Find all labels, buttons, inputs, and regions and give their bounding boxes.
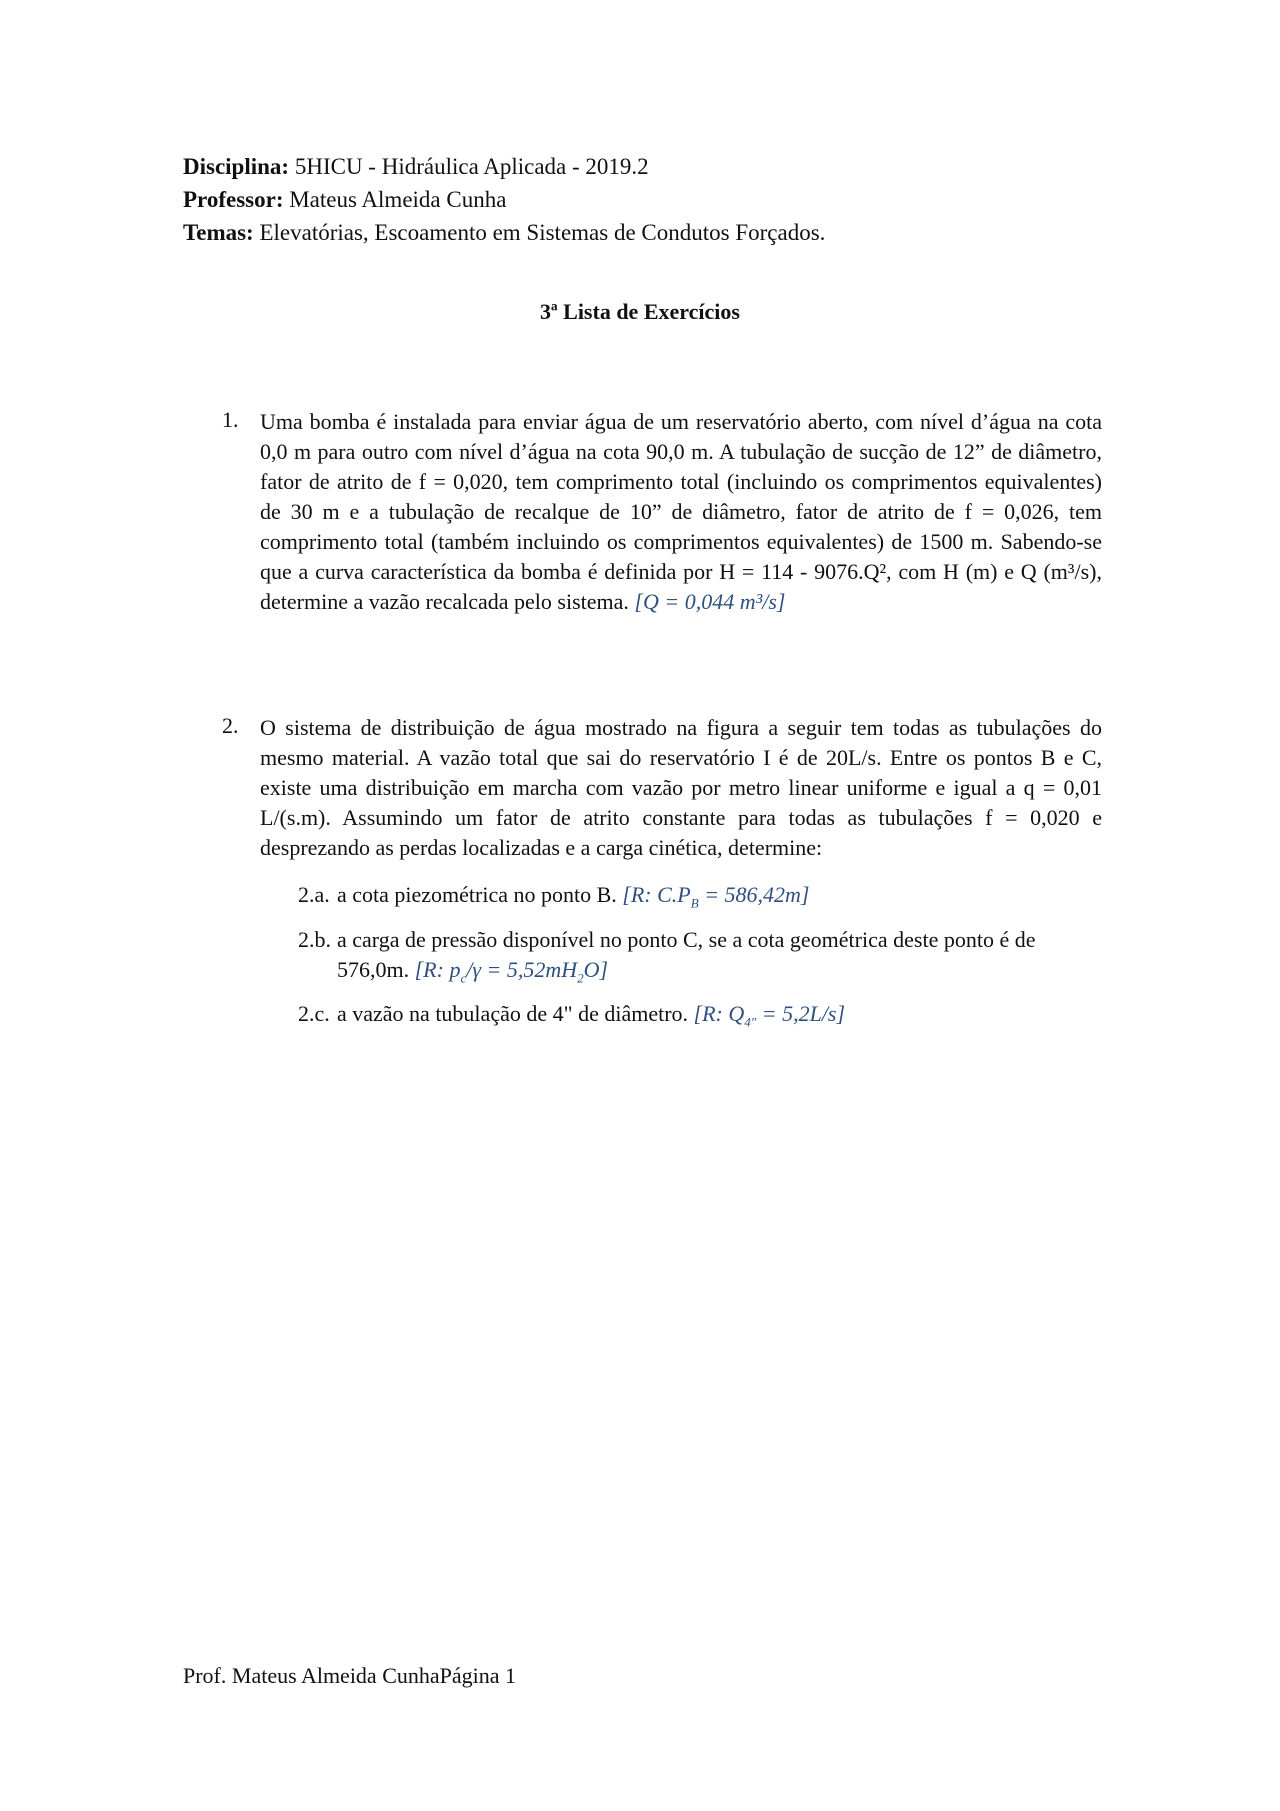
question-1-text	[260, 407, 1102, 617]
professor-row	[183, 183, 1103, 216]
document-header	[183, 150, 1103, 249]
sub-question-2c	[298, 999, 1102, 1037]
sub-question-2b-label: 2.b.	[298, 927, 331, 952]
temas-label: Temas:	[183, 220, 254, 245]
page-footer: Prof. Mateus Almeida CunhaPágina 1	[183, 1663, 517, 1688]
sub-question-2c-text: a vazão na tubulação de 4" de diâmetro.	[337, 1001, 689, 1026]
sub-question-2a-text: a cota piezométrica no ponto B.	[337, 882, 617, 907]
sub-question-2b	[298, 925, 1102, 993]
question-2-text: O sistema de distribuição de água mostrado na figura a seguir tem todas as tubulações do mesmo material. A vazão total que sai do reservatório I é de 20L/s. Entre os pontos B e C, existe uma distribuição em marcha com vazão por metro linear uniforme e igual a q = 0,01 L/(s.m). Assumindo um fator de atrito constante para todas as tubulações f = 0,020 e desprezando as perdas localizadas e a carga cinética, determine:	[260, 715, 1102, 860]
disciplina-value: 5HICU - Hidráulica Aplicada - 2019.2	[289, 154, 649, 179]
sub-question-2a-label: 2.a.	[298, 882, 330, 907]
disciplina-label: Disciplina:	[183, 154, 290, 179]
sub-question-2b-text-line1: a carga de pressão disponível no ponto C, se a cota geométrica deste ponto é de	[337, 927, 1036, 952]
sub-question-2b-text-line2: 576,0m.	[337, 957, 410, 982]
sub-question-2b-continuation	[298, 955, 1102, 993]
sub-question-2a	[298, 880, 1102, 918]
sub-question-2a-answer: [R: $C.P_B = 586,42m$]	[622, 882, 810, 911]
question-1-body: Uma bomba é instalada para enviar água de um reservatório aberto, com nível d’água na cota 0,0 m para outro com nível d’água na cota 90,0 m. A tubulação de sucção de 12” de diâmetro, fator de atrito de f = 0,020, tem comprimento total (incluindo os comprimentos equivalentes) de 30 m e a tubulação de recalque de 10” de diâmetro, fator de atrito de f = 0,026, tem comprimento total (também incluindo os comprimentos equivalentes) de 1500 m. Sabendo-se que a curva característica da bomba é definida por H = 114 - 9076.Q², com H (m) e Q (m³/s), determine a vazão recalcada pelo sistema.	[260, 409, 1102, 614]
professor-value: Mateus Almeida Cunha	[283, 187, 507, 212]
question-2-number: 2.	[222, 713, 239, 738]
question-1-number: 1.	[222, 407, 239, 432]
page-title: 3ª Lista de Exercícios	[540, 299, 740, 324]
disciplina-row	[183, 150, 1103, 183]
sub-question-2c-label: 2.c.	[298, 1001, 330, 1026]
professor-label: Professor:	[183, 187, 284, 212]
temas-value: Elevatórias, Escoamento em Sistemas de Condutos Forçados.	[253, 220, 826, 245]
sub-question-2c-answer: [R: $Q_{4"} = 5,2L/s$]	[693, 1001, 846, 1030]
temas-row	[183, 216, 1103, 249]
sub-question-2b-answer: [R: $p_c/\gamma = 5,52mH_2O$]	[414, 957, 609, 986]
question-1-answer: [Q = 0,044 m³/s]	[634, 589, 786, 614]
